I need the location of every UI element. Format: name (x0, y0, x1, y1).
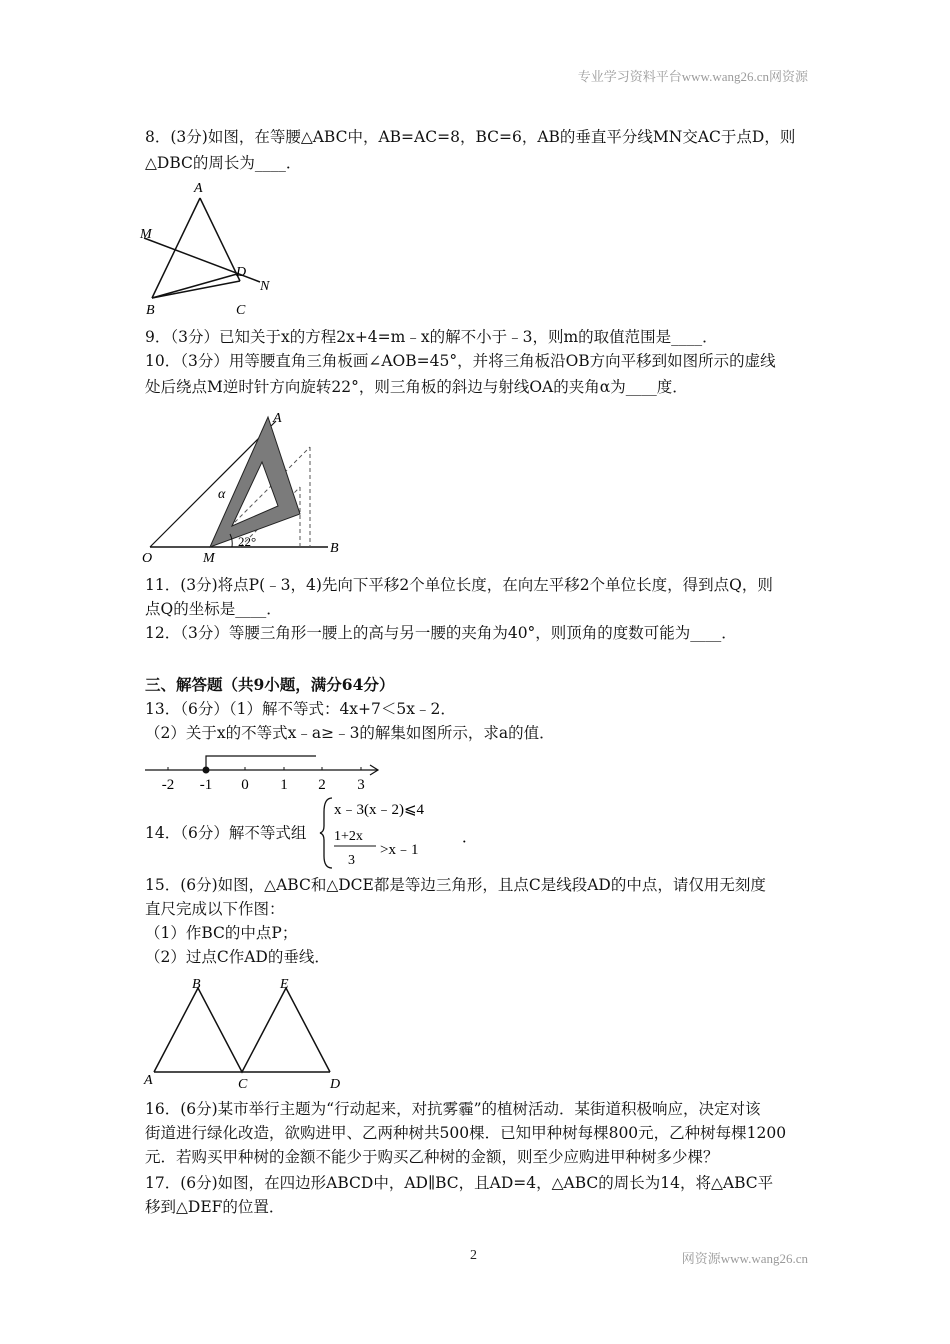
rotated-triangle (210, 417, 300, 547)
segment-ac (200, 198, 240, 281)
label-b: B (146, 303, 155, 318)
q16-line3: 元．若购买甲种树的金额不能少于购买乙种树的金额，则至少应购进甲种树多少棵？ (145, 1148, 719, 1166)
tick-label: 3 (357, 777, 365, 793)
q9-text: 9．（3分）已知关于x的方程2x+4=m﹣x的解不小于﹣3，则m的取值范围是____． (145, 328, 718, 346)
label-m: M (140, 227, 152, 242)
q17-line2: 移到△DEF的位置． (145, 1198, 285, 1216)
q11-line1: 11．(3分)将点P(﹣3，4)先向下平移2个单位长度，在向左平移2个单位长度，得到点Q，则 (145, 576, 773, 594)
label-a: A (144, 1073, 153, 1088)
page-header: 专业学习资料平台www.wang26.cn网资源 (577, 69, 808, 84)
q14-period: ． (462, 830, 478, 846)
q14-text: 14．（6分）解不等式组 (145, 824, 307, 842)
label-b: B (192, 977, 201, 992)
q10-line1: 10．（3分）用等腰直角三角板画∠AOB=45°，并将三角板沿OB方向平移到如图所示的虚线 (145, 352, 776, 370)
q10-line2: 处后绕点M逆时针方向旋转22°，则三角板的斜边与射线OA的夹角α为____度． (145, 378, 688, 396)
q10-figure (140, 404, 350, 566)
tick-label: -2 (161, 777, 175, 793)
page-number: 2 (470, 1248, 477, 1263)
segment-ab (152, 198, 200, 298)
q17-line1: 17．(6分)如图，在四边形ABCD中，AD∥BC，且AD=4，△ABC的周长为14，将△ABC平 (145, 1174, 774, 1192)
label-n: N (260, 279, 270, 294)
inequality-system (320, 794, 480, 872)
label-e: E (280, 977, 289, 992)
label-b: B (330, 541, 339, 556)
q15-line3: （1）作BC的中点P； (145, 924, 298, 942)
label-angle: 22° (238, 534, 257, 549)
q11-line2: 点Q的坐标是____． (145, 600, 282, 618)
brace (320, 798, 332, 868)
q13-line2: （2）关于x的不等式x﹣a≥﹣3的解集如图所示，求a的值． (145, 724, 555, 742)
q13-line1: 13．（6分）（1）解不等式：4x+7＜5x﹣2． (145, 700, 456, 718)
tick-label: 0 (241, 777, 249, 793)
inequality-1: x﹣3(x﹣2)⩽4 (334, 802, 425, 818)
label-c: C (236, 303, 246, 318)
tick-label: -1 (199, 777, 213, 793)
q8-line2: △DBC的周长为____． (145, 154, 302, 172)
q15-line2: 直尺完成以下作图： (145, 900, 285, 918)
segment-bc (152, 281, 240, 298)
section-title: 三、解答题（共9小题，满分64分） (145, 675, 395, 694)
inequality-2-rest: >x﹣1 (380, 842, 419, 858)
q16-line2: 街道进行绿化改造，欲购进甲、乙两种树共500棵．已知甲种树每棵800元，乙种树每棵1200 (145, 1124, 787, 1142)
number-line (140, 748, 390, 794)
label-m: M (203, 551, 215, 566)
q12-text: 12．（3分）等腰三角形一腰上的高与另一腰的夹角为40°，则顶角的度数可能为____． (145, 624, 737, 642)
tick-label: 2 (318, 777, 326, 793)
label-c: C (238, 1077, 248, 1092)
fraction-denominator: 3 (348, 853, 355, 868)
label-a: A (194, 181, 203, 196)
triangle-sides (154, 988, 330, 1072)
page-footer: 网资源www.wang26.cn (681, 1251, 808, 1266)
q8-line1: 8．(3分)如图，在等腰△ABC中，AB=AC=8，BC=6，AB的垂直平分线MN交AC于点D，则 (145, 128, 796, 146)
segment-bd (152, 274, 237, 298)
q16-line1: 16．(6分)某市举行主题为“行动起来，对抗雾霾”的植树活动．某街道积极响应，决定对该 (145, 1100, 761, 1118)
label-o: O (142, 551, 153, 566)
label-d: D (236, 265, 247, 280)
label-a: A (273, 411, 282, 426)
q15-figure (140, 972, 350, 1094)
label-alpha: α (218, 487, 226, 502)
q8-figure (140, 178, 290, 318)
solution-bracket (206, 756, 316, 770)
label-d: D (330, 1077, 341, 1092)
fraction-numerator: 1+2x (334, 829, 363, 844)
tick-label: 1 (280, 777, 288, 793)
q15-line4: （2）过点C作AD的垂线． (145, 948, 330, 966)
q15-line1: 15．(6分)如图，△ABC和△DCE都是等边三角形，且点C是线段AD的中点，请仅用无刻度 (145, 876, 766, 894)
